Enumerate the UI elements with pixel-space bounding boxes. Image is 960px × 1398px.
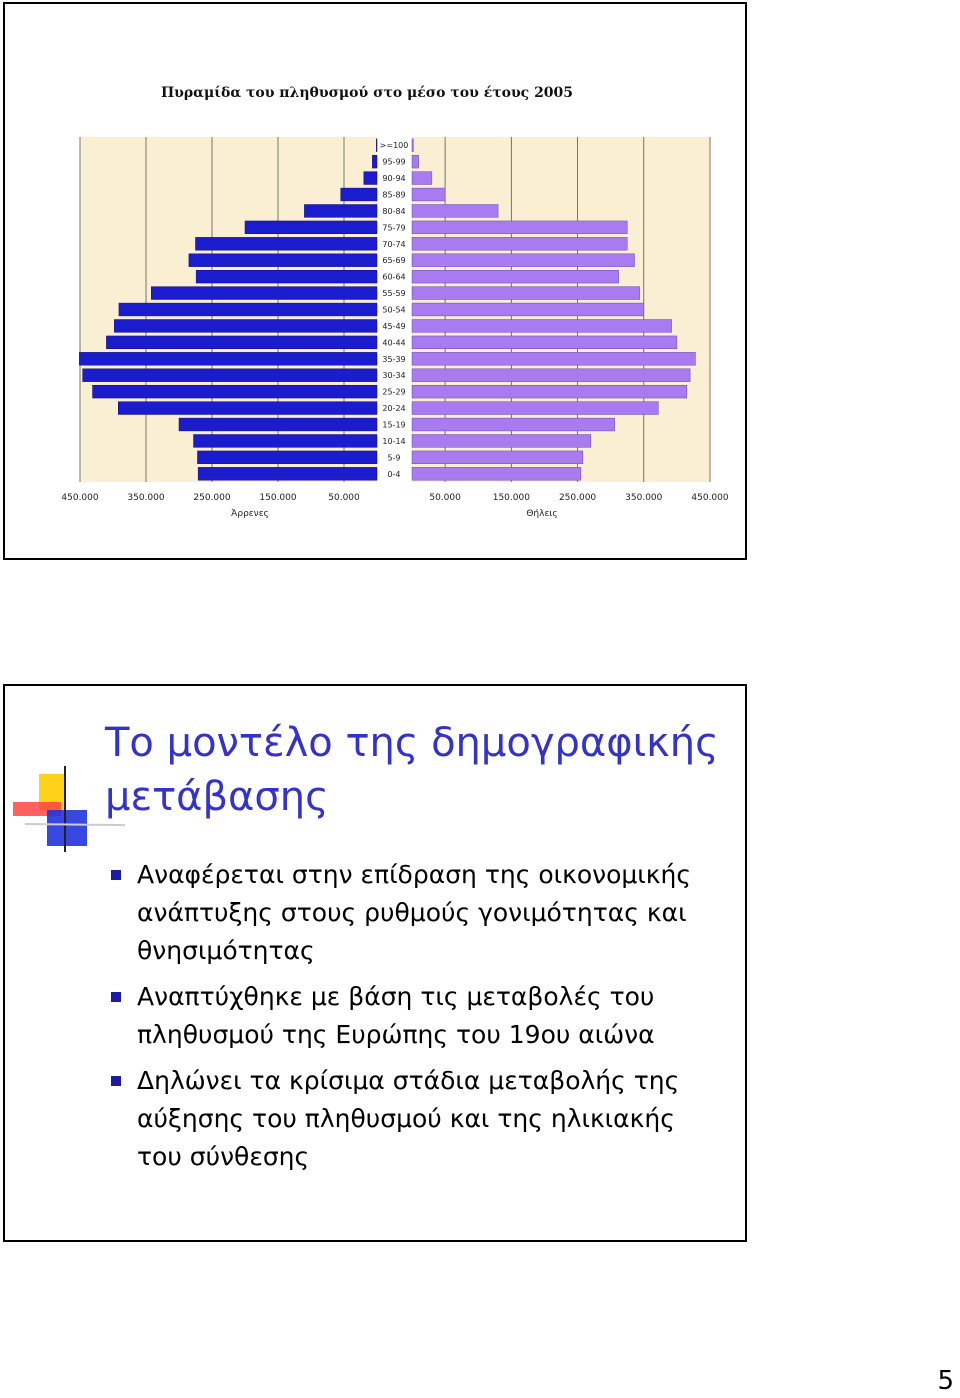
- age-label: 55-59: [382, 289, 406, 299]
- bar-male-25-29: [93, 385, 377, 398]
- bar-female-80-84: [412, 205, 498, 218]
- bullet-square-icon: [111, 1076, 121, 1086]
- bullet-text: Αναπτύχθηκε με βάση τις μεταβολές του πληθυσμού της Ευρώπης του 19ου αιώνα: [137, 982, 655, 1049]
- bar-female-65-69: [412, 254, 635, 267]
- bar-female-95-99: [412, 155, 419, 168]
- bar-female-45-49: [412, 320, 672, 333]
- bar-male-0-4: [198, 467, 377, 480]
- bar-male-50-54: [119, 303, 377, 316]
- bar-male-85-89: [341, 188, 377, 201]
- bar-male-20-24: [118, 402, 377, 415]
- tick-label: 350.000: [127, 493, 165, 503]
- bar-male-75-79: [245, 221, 377, 234]
- bar-female-30-34: [412, 369, 690, 382]
- age-label: 20-24: [382, 404, 406, 414]
- bar-female-0-4: [412, 467, 581, 480]
- bullet-list: [105, 856, 725, 1184]
- bar-female-70-74: [412, 237, 627, 250]
- page-number: 5: [937, 1366, 954, 1396]
- tick-label: 450.000: [61, 493, 99, 503]
- bullet-item: [105, 1062, 725, 1176]
- x-axis-label-females: Θήλεις: [526, 509, 558, 519]
- bar-male-35-39: [79, 352, 377, 365]
- x-ticks: [61, 493, 728, 503]
- bar-male-70-74: [196, 237, 378, 250]
- population-pyramid-chart: [5, 4, 745, 558]
- bullet-item: [105, 978, 725, 1054]
- bar-female-35-39: [412, 352, 695, 365]
- bar-female-5-9: [412, 451, 583, 464]
- bar-male-65-69: [189, 254, 377, 267]
- bullet-text: Δηλώνει τα κρίσιμα στάδια μεταβολής της αύξησης του πληθυσμού και της ηλικιακής του σύνθεσης: [137, 1066, 680, 1171]
- bar-female-90-94: [412, 172, 432, 185]
- tick-label: 450.000: [691, 493, 729, 503]
- age-label: 60-64: [382, 272, 406, 282]
- age-label: 45-49: [382, 321, 406, 331]
- bullet-square-icon: [111, 992, 121, 1002]
- bar-female->=100: [412, 139, 413, 152]
- bar-female-40-44: [412, 336, 677, 349]
- bar-male-90-94: [364, 172, 377, 185]
- age-label: 25-29: [382, 387, 406, 397]
- age-labels: [380, 141, 409, 479]
- bar-male-15-19: [179, 418, 377, 431]
- bar-female-10-14: [412, 435, 591, 448]
- chart-title: Πυραμίδα του πληθυσμού στο μέσο του έτους 2005: [160, 85, 574, 101]
- age-label: 80-84: [382, 206, 406, 216]
- slide-title: Το μοντέλο της δημογραφικής μετάβασης: [105, 720, 719, 820]
- bar-female-15-19: [412, 418, 615, 431]
- bullet-item: [105, 856, 725, 970]
- age-label: 40-44: [382, 338, 406, 348]
- bar-female-50-54: [412, 303, 644, 316]
- age-label: 30-34: [382, 371, 406, 381]
- tick-label: 50.000: [328, 493, 360, 503]
- bar-female-20-24: [412, 402, 658, 415]
- bar-female-55-59: [412, 287, 640, 300]
- tick-label: 350.000: [625, 493, 663, 503]
- slide-text: [3, 684, 747, 1242]
- age-label: 15-19: [382, 420, 406, 430]
- bar-female-75-79: [412, 221, 627, 234]
- age-label: >=100: [379, 141, 409, 151]
- bar-male-60-64: [196, 270, 377, 283]
- bar-male-10-14: [194, 435, 377, 448]
- bar-male-80-84: [304, 205, 377, 218]
- bar-male->=100: [376, 139, 377, 152]
- age-label: 70-74: [382, 239, 406, 249]
- age-label: 5-9: [387, 453, 401, 463]
- age-label: 50-54: [382, 305, 406, 315]
- tick-label: 150.000: [259, 493, 297, 503]
- age-label: 95-99: [382, 157, 406, 167]
- bar-male-5-9: [197, 451, 377, 464]
- slide-chart: [3, 2, 747, 560]
- tick-label: 250.000: [558, 493, 597, 503]
- bar-male-55-59: [151, 287, 377, 300]
- tick-label: 50.000: [429, 493, 461, 503]
- age-label: 85-89: [382, 190, 406, 200]
- age-label: 75-79: [382, 223, 406, 233]
- bar-male-95-99: [372, 155, 377, 168]
- bar-female-60-64: [412, 270, 619, 283]
- bar-male-45-49: [114, 320, 377, 333]
- age-label: 0-4: [387, 469, 401, 479]
- deco-blue-square: [47, 810, 87, 846]
- age-label: 65-69: [382, 256, 406, 266]
- age-label: 35-39: [382, 354, 406, 364]
- tick-label: 150.000: [492, 493, 530, 503]
- bar-female-85-89: [412, 188, 445, 201]
- bullet-square-icon: [111, 870, 121, 880]
- tick-label: 250.000: [193, 493, 231, 503]
- bar-male-40-44: [106, 336, 377, 349]
- age-label: 10-14: [382, 436, 406, 446]
- bullet-text: Αναφέρεται στην επίδραση της οικονομικής ανάπτυξης στους ρυθμούς γονιμότητας και θνησιμότητας: [137, 860, 692, 965]
- x-axis-label-males: Άρρενες: [231, 509, 269, 519]
- age-label: 90-94: [382, 174, 406, 184]
- bar-male-30-34: [83, 369, 377, 382]
- bar-female-25-29: [412, 385, 687, 398]
